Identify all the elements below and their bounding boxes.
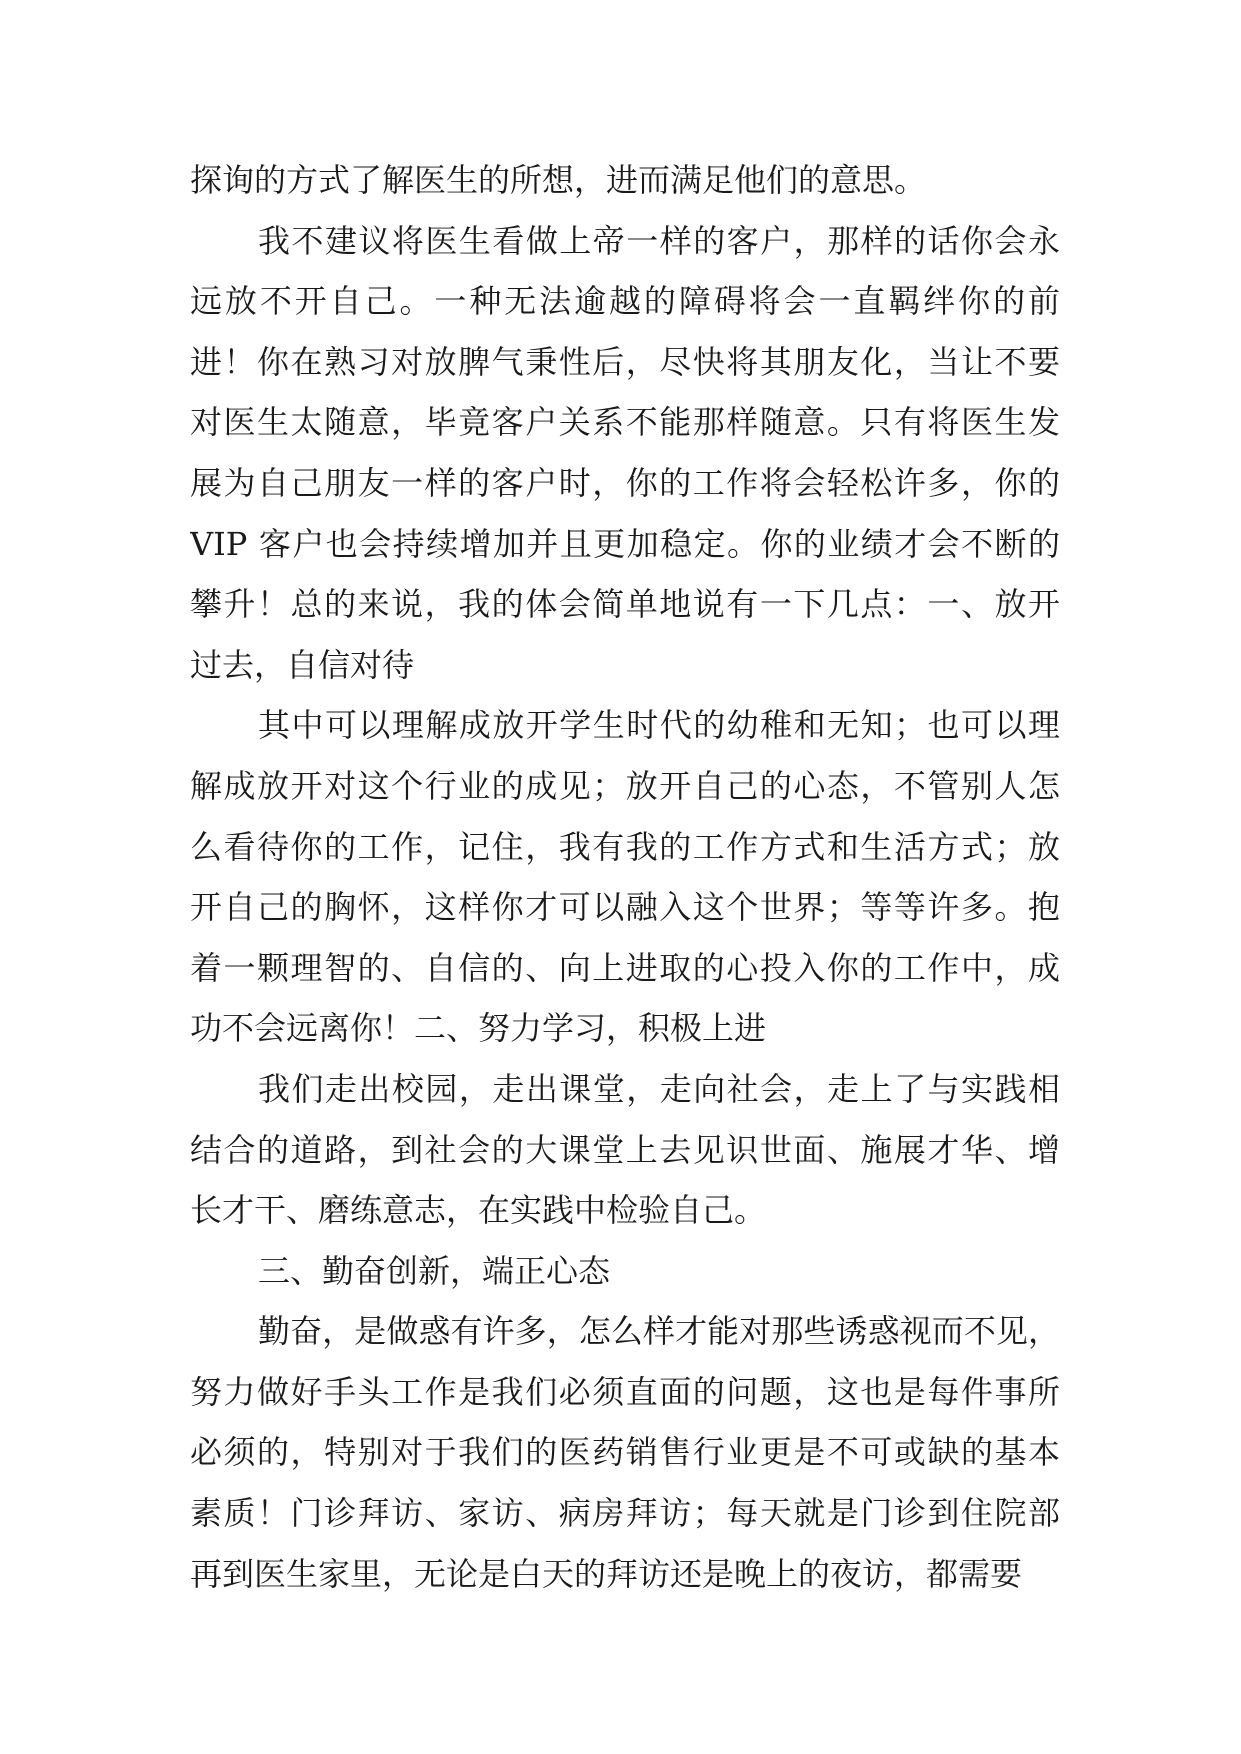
paragraph <box>190 1241 1060 1302</box>
text-line: 么看待你的工作，记住，我有我的工作方式和生活方式；放 <box>190 827 1060 866</box>
text-line: 再到医生家里，无论是白天的拜访还是晚上的夜访，都需要 <box>190 1554 1023 1593</box>
paragraph <box>190 211 1060 696</box>
text-line: 长才干、磨练意志，在实践中检验自己。 <box>190 1191 767 1230</box>
text-line: 努力做好手头工作是我们必须直面的问题，这也是每件事所 <box>190 1372 1060 1411</box>
text-line: 素质！门诊拜访、家访、病房拜访；每天就是门诊到住院部 <box>190 1494 1060 1533</box>
text-line: 远放不开自己。一种无法逾越的障碍将会一直羁绊你的前 <box>190 282 1060 321</box>
text-line: 过去，自信对待 <box>190 645 415 684</box>
document-body <box>190 150 1060 1604</box>
text-line: 我们走出校园，走出课堂，走向社会，走上了与实践相 <box>258 1069 1060 1108</box>
text-line: 开自己的胸怀，这样你才可以融入这个世界；等等许多。抱 <box>190 888 1060 927</box>
text-line: VIP 客户也会持续增加并且更加稳定。你的业绩才会不断的 <box>190 524 1060 563</box>
text-line: 三、勤奋创新，端正心态 <box>258 1251 611 1290</box>
text-line: 着一颗理智的、自信的、向上进取的心投入你的工作中，成 <box>190 948 1060 987</box>
text-line: 攀升！总的来说，我的体会简单地说有一下几点：一、放开 <box>190 585 1060 624</box>
text-line: 其中可以理解成放开学生时代的幼稚和无知；也可以理 <box>258 706 1060 745</box>
text-line: 对医生太随意，毕竟客户关系不能那样随意。只有将医生发 <box>190 403 1060 442</box>
text-line: 解成放开对这个行业的成见；放开自己的心态，不管别人怎 <box>190 766 1060 805</box>
paragraph <box>190 1059 1060 1241</box>
text-line: 结合的道路，到社会的大课堂上去见识世面、施展才华、增 <box>190 1130 1060 1169</box>
text-line: 功不会远离你！二、努力学习，积极上进 <box>190 1009 767 1048</box>
paragraph <box>190 1301 1060 1604</box>
text-line: 展为自己朋友一样的客户时，你的工作将会轻松许多，你的 <box>190 463 1060 502</box>
text-line: 勤奋，是做惑有许多，怎么样才能对那些诱惑视而不见， <box>258 1312 1060 1351</box>
paragraph <box>190 150 1060 211</box>
text-line: 进！你在熟习对放脾气秉性后，尽快将其朋友化，当让不要 <box>190 342 1060 381</box>
text-line: 探询的方式了解医生的所想，进而满足他们的意思。 <box>190 161 927 199</box>
text-line: 必须的，特别对于我们的医药销售行业更是不可或缺的基本 <box>190 1433 1060 1472</box>
text-line: 我不建议将医生看做上帝一样的客户，那样的话你会永 <box>258 221 1060 260</box>
paragraph <box>190 695 1060 1059</box>
